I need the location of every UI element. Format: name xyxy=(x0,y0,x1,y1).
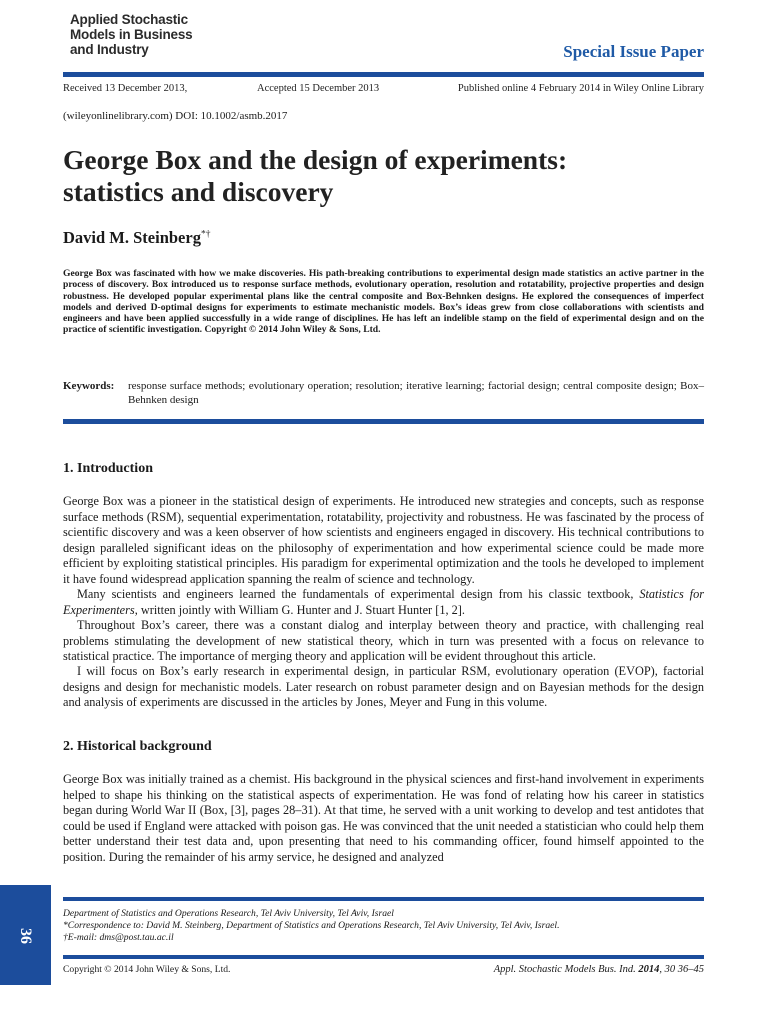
intro-paragraph-1: George Box was a pioneer in the statistical design of experiments. He introduced new strategies and concepts, such as response surface methods (RSM), sequential experimentation, rotatability, projectivity and robustness. He was fascinated by the process of scientific discovery and was a keen observer of how scientists and engineers engaged in discovery. His technical contributions to design paralleled significant ideas on the philosophy of experimentation and how experimental science could be made more efficient by exploiting statistical principles. His paradigm for experimental optimization and the tools he developed to implement it have found widespread application spanning the realm of science and technology. xyxy=(63,494,704,586)
author-text: David M. Steinberg xyxy=(63,228,201,247)
intro-paragraph-4: I will focus on Box’s early research in experimental design, in particular RSM, evolutionary operation (EVOP), factorial designs and design for mechanistic models. Later research on robust parameter design and on Bayesian methods for the design and analysis of experiments are discussed in the articles by Jones, Meyer and Fung in this volume. xyxy=(63,664,704,709)
footer-citation xyxy=(494,964,704,975)
book-title: Statistics for Experimenters xyxy=(63,587,704,617)
citation-prefix: Appl. Stochastic Models Bus. Ind. xyxy=(493,964,639,975)
page-number: 36 xyxy=(17,928,34,944)
email-note: †E-mail: dms@post.tau.ac.il xyxy=(63,932,174,943)
title-line-2: statistics and discovery xyxy=(63,176,334,207)
abstract-divider xyxy=(63,419,704,424)
footnote-divider xyxy=(63,897,704,901)
keywords-label: Keywords: xyxy=(63,380,115,392)
citation-year: 2014 xyxy=(638,964,660,975)
title-line-1: George Box and the design of experiments: xyxy=(63,144,568,175)
footer-copyright: Copyright © 2014 John Wiley & Sons, Ltd. xyxy=(63,964,231,975)
accepted-date: Accepted 15 December 2013 xyxy=(257,83,380,94)
footnotes xyxy=(63,908,560,944)
journal-name-line1: Applied Stochastic xyxy=(70,12,188,27)
citation-suffix: , 30 36–45 xyxy=(659,964,704,975)
section-heading-historical-background: 2. Historical background xyxy=(63,739,212,754)
journal-name-line2: Models in Business xyxy=(70,27,193,42)
author-name xyxy=(63,228,210,248)
affiliation-note: Department of Statistics and Operations Research, Tel Aviv University, Tel Aviv, Israel xyxy=(63,908,394,919)
intro-paragraph-2 xyxy=(63,587,704,618)
intro-p2-text-b: , written jointly with William G. Hunter and J. Stuart Hunter [1, 2]. xyxy=(134,602,465,617)
intro-p2-text-a: Many scientists and engineers learned the fundamentals of experimental design from his classic textbook, xyxy=(77,587,640,601)
doi-line: (wileyonlinelibrary.com) DOI: 10.1002/asmb.2017 xyxy=(63,110,288,122)
abstract: George Box was fascinated with how we make discoveries. His path-breaking contributions to experimental design made statistics an active partner in the process of discovery. Box introduced us to response surface methods, evolutionary operation, resolution and rotatability, projective properties and design robustness. He developed popular experimental plans like the central composite and Box-Behnken designs. He explored the consequences of imperfect models and derived D-optimal designs for experiments to estimate mechanistic models. Box’s ideas grew from close collaborations with scientists and engineers and have been applied successfully in a wide range of disciplines. He has left an indelible stamp on the field of experimental design and on the practice of scientific investigation. Copyright © 2014 John Wiley & Sons, Ltd. xyxy=(63,268,704,336)
intro-paragraph-3: Throughout Box’s career, there was a constant dialog and interplay between theory and practice, with challenging real problems stimulating the development of new statistical theory, which in turn was presented with a focus on relevance to statistical practice. The importance of merging theory and application will be evident throughout this article. xyxy=(63,618,704,663)
header-divider xyxy=(63,72,704,77)
correspondence-note: *Correspondence to: David M. Steinberg, Department of Statistics and Operations Research, Tel Aviv University, Tel Aviv, Israel. xyxy=(63,920,560,931)
section-heading-introduction: 1. Introduction xyxy=(63,461,153,476)
journal-logo xyxy=(70,12,192,57)
author-marks: *† xyxy=(200,229,211,240)
footer-divider xyxy=(63,955,704,959)
received-date: Received 13 December 2013, xyxy=(63,83,188,94)
article-title xyxy=(63,144,713,208)
history-paragraph-1: George Box was initially trained as a chemist. His background in the physical sciences and first-hand involvement in experiments helped to shape his thinking on the statistical aspects of experimentation. He was fond of relating how his career in statistics began during World War II (Box, [3], pages 28–31). At that time, he served with a unit working to develop and test antidotes that could be used if England were attacked with poison gas. He was convinced that the unit needed a statistician who could help them better understand their test data and, upon presenting that need to his commanding officer, found himself appointed to the position. During the remainder of his army service, he designed and analyzed xyxy=(63,772,704,864)
journal-name-line3: and Industry xyxy=(70,42,149,57)
keywords-list: response surface methods; evolutionary operation; resolution; iterative learning; factorial design; central composite design; Box–Behnken design xyxy=(128,380,704,406)
published-date: Published online 4 February 2014 in Wiley Online Library xyxy=(457,83,704,94)
issue-type-label: Special Issue Paper xyxy=(563,42,704,61)
